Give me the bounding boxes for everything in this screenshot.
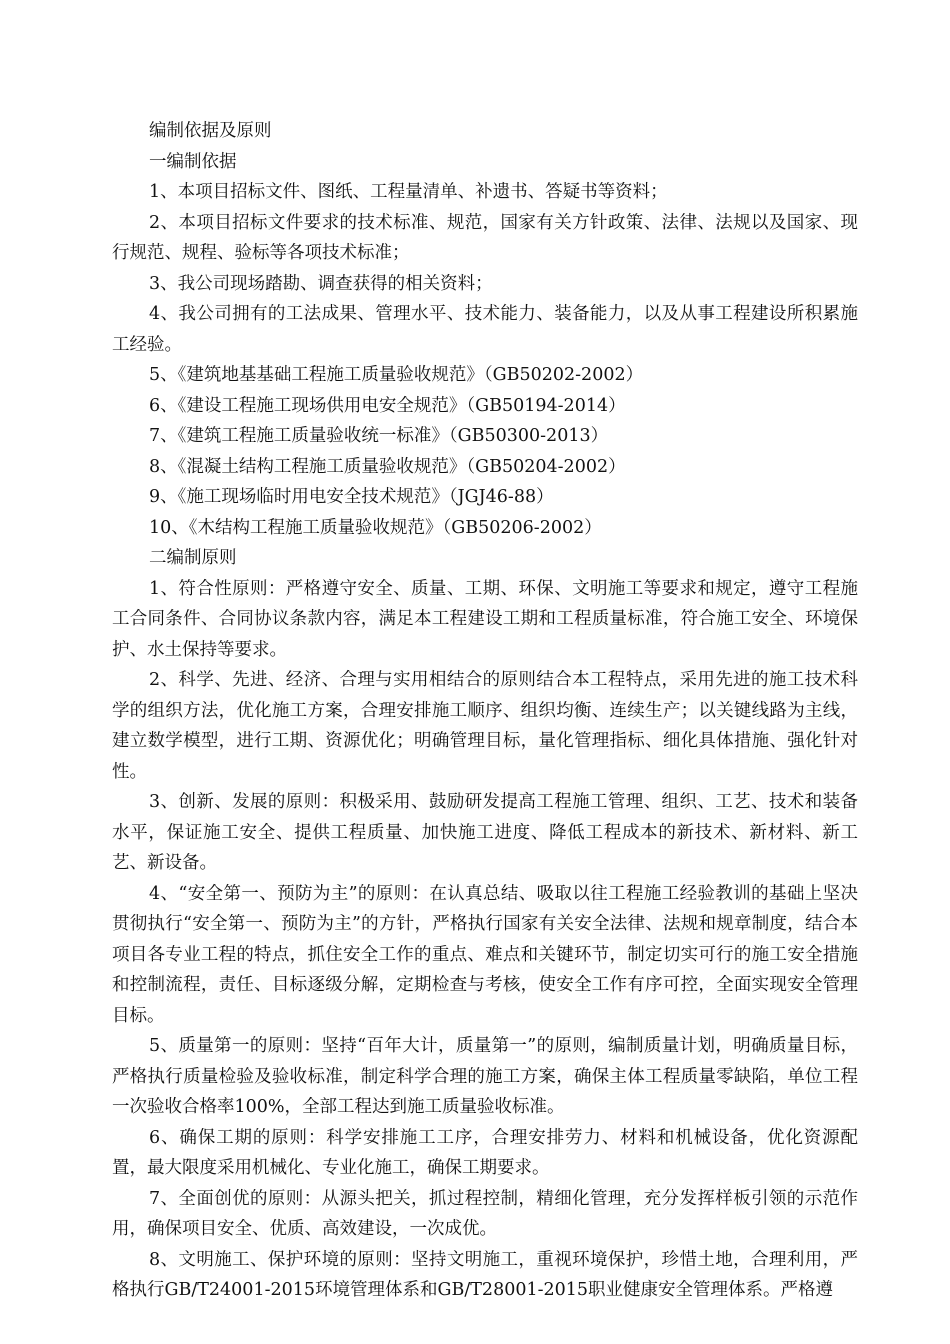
basis-item: 5、《建筑地基基础工程施工质量验收规范》（GB50202-2002） [149,365,644,385]
basis-item: 3、我公司现场踏勘、调查获得的相关资料； [149,273,493,294]
basis-item: 1、本项目招标文件、图纸、工程量清单、补遗书、答疑书等资料； [149,182,668,202]
basis-item: 9、《施工现场临时用电安全技术规范》（JGJ46-88） [149,487,554,507]
basis-item: 10、《木结构工程施工质量验收规范》（GB50206-2002） [149,517,602,538]
principle-item: 1、符合性原则：严格遵守安全、质量、工期、环保、文明施工等要求和规定，遵守工程施工合同条件、合同协议条款内容，满足本工程建设工期和工程质量标准，符合施工安全、环境保护、水土保持等要求。 [112,578,858,660]
principle-item: 4、“安全第一、预防为主”的原则：在认真总结、吸取以往工程施工经验教训的基础上坚决贯彻执行“安全第一、预防为主”的方针，严格执行国家有关安全法律、法规和规章制度，结合本项目各专业工程的特点，抓住安全工作的重点、难点和关键环节，制定切实可行的施工安全措施和控制流程，责任、目标逐级分解，定期检查与考核，使安全工作有序可控，全面实现安全管理目标。 [112,883,858,1026]
principle-item: 2、科学、先进、经济、合理与实用相结合的原则结合本工程特点，采用先进的施工技术科学的组织方法，优化施工方案，合理安排施工顺序、组织均衡、连续生产；以关键线路为主线，建立数学模型，进行工期、资源优化；明确管理目标，量化管理指标、细化具体措施、强化针对性。 [112,670,858,782]
principle-item: 8、文明施工、保护环境的原则：坚持文明施工，重视环境保护，珍惜土地，合理利用，严格执行GB/T24001-2015环境管理体系和GB/T28001-2015职业健康安全管理体系。严格遵 [112,1249,858,1300]
section-heading-basis: 一编制依据 [149,151,237,172]
principle-item: 6、确保工期的原则：科学安排施工工序，合理安排劳力、材料和机械设备，优化资源配置，最大限度采用机械化、专业化施工，确保工期要求。 [112,1127,858,1178]
basis-item: 2、本项目招标文件要求的技术标准、规范，国家有关方针政策、法律、法规以及国家、现行规范、规程、验标等各项技术标准； [112,212,858,263]
document-title: 编制依据及原则 [149,121,272,141]
basis-item: 7、《建筑工程施工质量验收统一标准》（GB50300-2013） [149,426,609,446]
document-page [112,116,858,1306]
principle-item: 3、创新、发展的原则：积极采用、鼓励研发提高工程施工管理、组织、工艺、技术和装备水平，保证施工安全、提供工程质量、加快施工进度、降低工程成本的新技术、新材料、新工艺、新设备。 [112,792,858,873]
basis-item: 6、《建设工程施工现场供用电安全规范》（GB50194-2014） [149,395,626,416]
principle-item: 5、质量第一的原则：坚持“百年大计，质量第一”的原则，编制质量计划，明确质量目标，严格执行质量检验及验收标准，制定科学合理的施工方案，确保主体工程质量零缺陷，单位工程一次验收合格率100%，全部工程达到施工质量验收标准。 [112,1036,858,1117]
basis-item: 8、《混凝土结构工程施工质量验收规范》（GB50204-2002） [149,456,626,477]
basis-item: 4、我公司拥有的工法成果、管理水平、技术能力、装备能力，以及从事工程建设所积累施工经验。 [112,304,858,355]
principle-item: 7、全面创优的原则：从源头把关，抓过程控制，精细化管理，充分发挥样板引领的示范作用，确保项目安全、优质、高效建设，一次成优。 [112,1188,858,1239]
section-heading-principles: 二编制原则 [149,548,237,568]
